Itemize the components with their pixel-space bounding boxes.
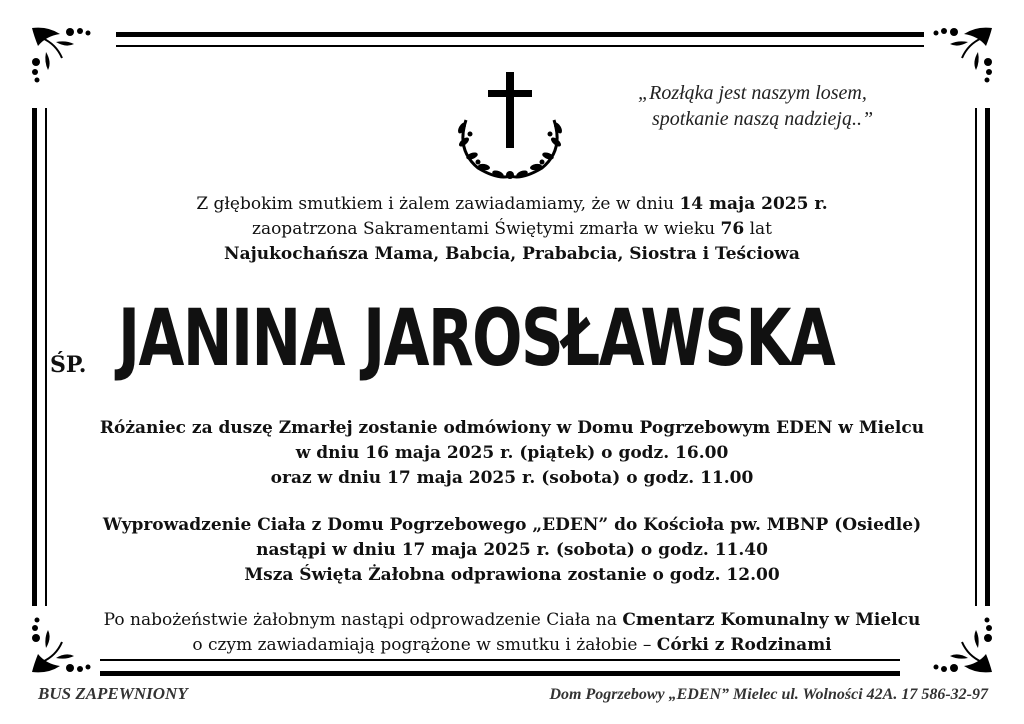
rosary-line-2: w dniu 16 maja 2025 r. (piątek) o godz. 16.00 — [295, 443, 729, 463]
age: 76 — [720, 219, 745, 239]
frame-bottom-inner — [100, 659, 900, 661]
announcement-intro — [60, 192, 964, 267]
relations: Najukochańsza Mama, Babcia, Prababcia, Siostra i Teściowa — [224, 244, 800, 264]
deceased-name: JANINA JAROSŁAWSKA — [118, 294, 835, 384]
funeral-line-2: nastąpi w dniu 17 maja 2025 r. (sobota) o godz. 11.40 — [256, 540, 768, 560]
quote-line-1: „Rozłąka jest naszym losem, — [638, 82, 867, 104]
funeral-home-contact: Dom Pogrzebowy „EDEN” Mielec ul. Wolności 42A. 17 586-32-97 — [549, 686, 988, 703]
name-prefix: ŚP. — [50, 352, 87, 378]
age-unit: lat — [744, 219, 772, 239]
funeral-line-3: Msza Święta Żałobna odprawiona zostanie o godz. 12.00 — [244, 565, 780, 585]
death-date: 14 maja 2025 r. — [679, 194, 828, 214]
rosary-info — [60, 416, 964, 491]
cross-icon — [488, 72, 532, 148]
quote-line-2: spotkanie naszą nadzieją..” — [652, 108, 874, 130]
frame-bottom-outer — [100, 671, 900, 676]
cemetery: Cmentarz Komunalny w Mielcu — [622, 610, 921, 630]
deceased-name-row — [50, 296, 974, 386]
floral-corner-icon — [928, 22, 998, 92]
funeral-info — [60, 513, 964, 588]
closing-line-2 — [60, 633, 964, 658]
intro-line-2 — [60, 217, 964, 242]
rosary-line-1: Różaniec za duszę Zmarłej zostanie odmówiony w Domu Pogrzebowym EDEN w Mielcu — [99, 418, 925, 438]
frame-right-outer — [985, 108, 990, 606]
intro-text: Z głębokim smutkiem i żalem zawiadamiamy, że w dniu — [196, 194, 680, 214]
closing-info — [60, 608, 964, 658]
frame-top-outer — [116, 32, 924, 37]
intro-age-text: zaopatrzona Sakramentami Świętymi zmarła w wieku — [251, 219, 721, 239]
family: Córki z Rodzinami — [656, 635, 832, 655]
intro-line-1 — [60, 192, 964, 217]
bus-notice: BUS ZAPEWNIONY — [38, 684, 188, 703]
frame-right-inner — [975, 108, 977, 606]
quote — [600, 80, 930, 132]
floral-corner-icon — [26, 22, 96, 92]
funeral-line-1: Wyprowadzenie Ciała z Domu Pogrzebowego „EDEN” do Kościoła pw. MBNP (Osiedle) — [102, 515, 922, 535]
cross-wreath — [448, 70, 572, 182]
closing-family-text: o czym zawiadamiają pogrążone w smutku i żałobie – — [192, 635, 657, 655]
frame-left-outer — [32, 108, 37, 606]
frame-top-inner — [116, 45, 924, 47]
rosary-line-3: oraz w dniu 17 maja 2025 r. (sobota) o godz. 11.00 — [270, 468, 754, 488]
closing-text: Po nabożeństwie żałobnym nastąpi odprowadzenie Ciała na — [103, 610, 623, 630]
closing-line-1 — [60, 608, 964, 633]
frame-left-inner — [45, 108, 47, 606]
